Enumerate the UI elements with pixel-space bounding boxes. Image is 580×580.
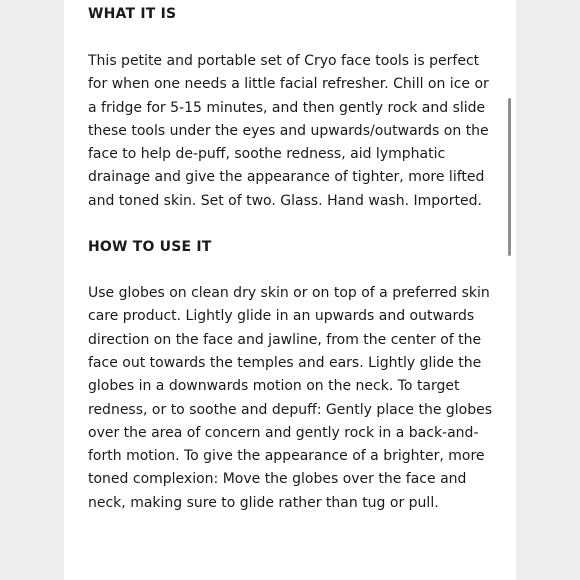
what-it-is-text: This petite and portable set of Cryo face tools is perfect for when one needs a little facial refresher. Chill on ice or a fridge for 5-15 minutes, and then gently rock and slide these tools under the eyes and upwards/outwards on the face to help de-puff, soothe redness, aid lymphatic drainage and give the appearance of tighter, more lifted and toned skin. Set of two. Glass. Hand wash. Imported. <box>88 53 489 209</box>
how-to-use-text: Use globes on clean dry skin or on top of a preferred skin care product. Lightly glide in an upwards and outwards direction on the face and jawline, from the center of the face out towards the temples and ears. Lightly glide the globes in a downwards motion on the neck. To target redness, or to soothe and depuff: Gently place the globes over the area of concern and gently rock in a back-and-forth motion. To give the appearance of a brighter, more toned complexion: Move the globes over the face and neck, making sure to glide rather than tug or pull. <box>88 285 493 511</box>
what-it-is-heading: WHAT IT IS <box>88 6 177 22</box>
how-to-use-heading: HOW TO USE IT <box>88 239 212 256</box>
product-details-panel[interactable] <box>64 0 516 580</box>
scrollbar[interactable] <box>506 0 514 580</box>
scrollbar-thumb[interactable] <box>508 98 511 256</box>
product-details-content <box>88 3 500 515</box>
